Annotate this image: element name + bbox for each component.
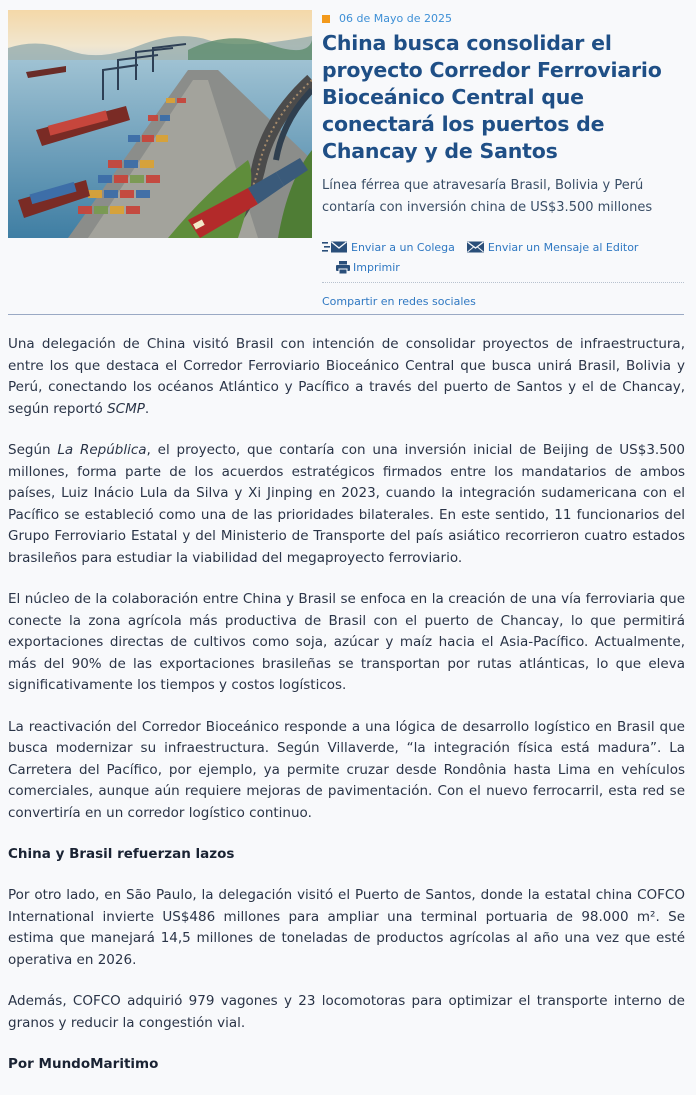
article-paragraph: Por otro lado, en São Paulo, la delegación visitó el Puerto de Santos, donde la estatal china COFCO International invierte US$486 millones para ampliar una terminal portuaria de 98.000 m². Se estima que manejará 14,5 millones de toneladas de productos agrícolas al año una vez que esté operativa en 2026. — [8, 887, 685, 968]
source-name: SCMP — [107, 400, 145, 417]
article-byline: Por MundoMaritimo — [8, 1056, 159, 1072]
article-paragraph: Además, COFCO adquirió 979 vagones y 23 locomotoras para optimizar el transporte interno de granos y reducir la congestión vial. — [8, 993, 685, 1031]
share-social-link[interactable]: Compartir en redes sociales — [322, 295, 476, 308]
article-meta — [322, 12, 684, 308]
envelope-icon — [467, 241, 485, 253]
article-hero-image — [8, 10, 312, 238]
print-link[interactable] — [336, 261, 400, 274]
date-marker-icon — [322, 15, 330, 23]
envelope-forward-icon — [322, 241, 348, 253]
article-paragraph: La reactivación del Corredor Bioceánico responde a una lógica de desarrollo logístico en Brasil que busca modernizar su infraestructura. Según Villaverde, “la integración física está madura”. La Carretera del Pacífico, por ejemplo, ya permite cruzar desde Rondônia hasta Lima en vehículos comerciales, aunque aún requiere mejoras de pavimentación. Con el nuevo ferrocarril, esta red se convertiría en un corredor logístico continuo. — [8, 718, 685, 821]
article-subtitle: Línea férrea que atravesaría Brasil, Bolivia y Perú contaría con inversión china de US$3.500 millones — [322, 178, 653, 215]
print-label: Imprimir — [353, 260, 400, 274]
paragraph-text: . — [144, 400, 150, 417]
send-to-colleague-label: Enviar a un Colega — [351, 240, 455, 254]
section-heading: China y Brasil refuerzan lazos — [8, 846, 235, 862]
port-railway-illustration — [8, 10, 312, 238]
article-date-text: 06 de Mayo de 2025 — [339, 12, 452, 25]
article-body — [8, 334, 685, 1095]
article-actions — [322, 237, 684, 283]
source-name: La República — [57, 442, 147, 458]
send-to-colleague-link[interactable] — [322, 241, 455, 254]
paragraph-text: Una delegación de China visitó Brasil con intención de consolidar proyectos de infraestructura, entre los que destaca el Corredor Ferroviario Bioceánico Central que busca unirá Brasil, Bolivia y Perú, conectando los océanos Atlántico y Pacífico a través del puerto de Santos y el de Chancay, según reportó — [8, 336, 685, 417]
article-title: China busca consolidar el proyecto Corredor Ferroviario Bioceánico Central que conectará los puertos de Chancay y de Santos — [322, 31, 662, 163]
send-to-editor-label: Enviar un Mensaje al Editor — [487, 240, 639, 254]
send-to-editor-link[interactable] — [467, 241, 639, 254]
paragraph-text: Según — [8, 442, 58, 458]
actions-divider — [322, 282, 684, 283]
article-date — [322, 12, 684, 25]
article-paragraph: El núcleo de la colaboración entre China y Brasil se enfoca en la creación de una vía ferroviaria que conecte la zona agrícola más productiva de Brasil con el puerto de Chancay, lo que permitirá exportaciones directas de cultivos como soja, azúcar y maíz hacia el Asia-Pacífico. Actualmente, más del 90% de las exportaciones brasileñas se transportan por rutas atlánticas, lo que eleva significativamente los tiempos y costos logísticos. — [8, 591, 685, 693]
paragraph-text: , el proyecto, que contaría con una inversión inicial de Beijing de US$3.500 millones, forma parte de los acuerdos estratégicos firmados entre los mandatarios de ambos países, Luiz Inácio Lula da Silva y Xi Jinping en 2023, cuando la integración sudamericana con el Pacífico se estableció como una de las prioridades bilaterales. En este sentido, 11 funcionarios del Grupo Ferroviario Estatal y del Ministerio de Transporte del país asiático recorrieron cuatro estados brasileños para estudiar la viabilidad del megaproyecto ferroviario. — [8, 442, 685, 566]
article-paragraph — [8, 334, 685, 420]
article-paragraph — [8, 440, 685, 569]
header-divider — [8, 314, 684, 315]
printer-icon — [336, 261, 350, 274]
